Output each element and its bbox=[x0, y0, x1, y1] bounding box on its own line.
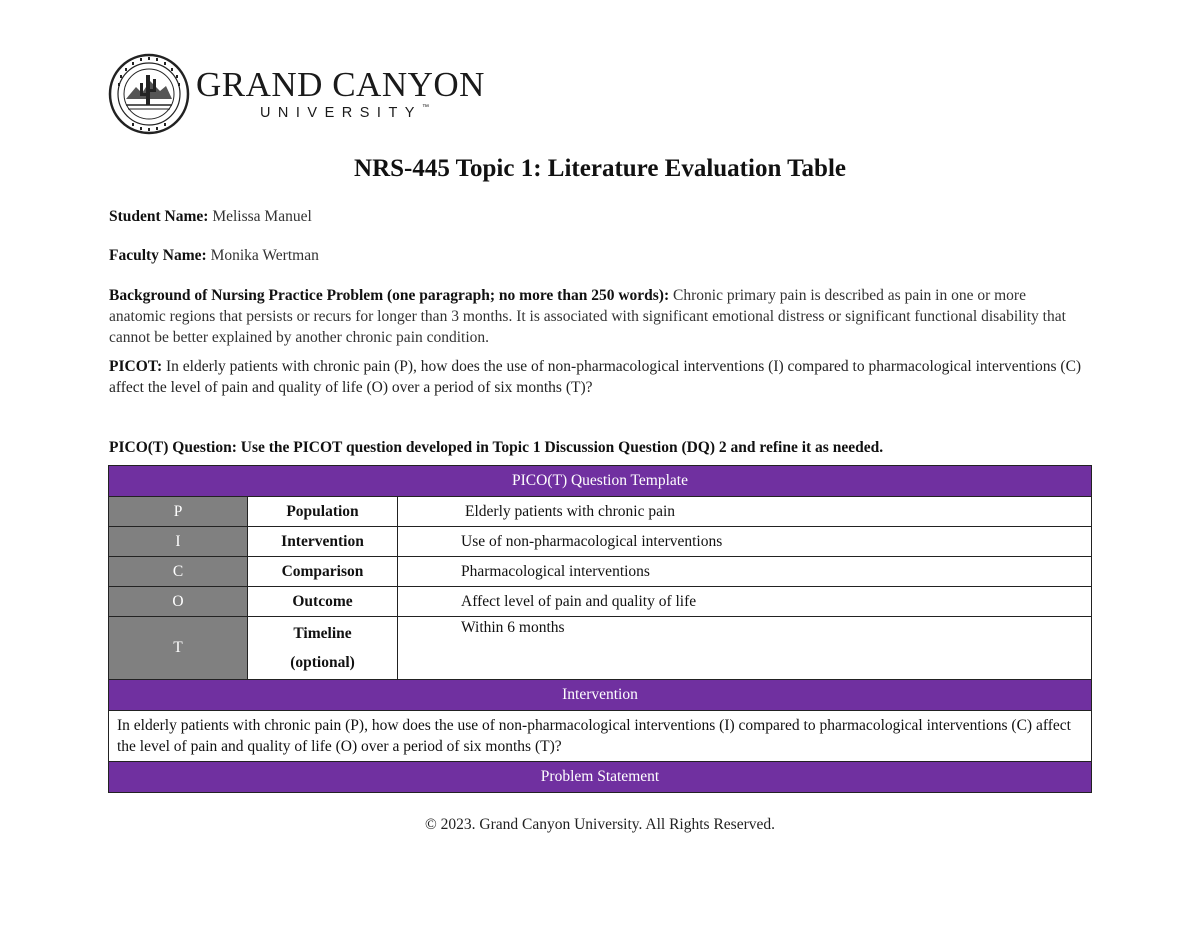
picot-label: PICOT: bbox=[109, 358, 163, 375]
pico-question-heading bbox=[109, 437, 1109, 458]
row-label: Intervention bbox=[248, 527, 398, 557]
table-row bbox=[109, 557, 1092, 587]
student-name-label: Student Name: bbox=[109, 208, 209, 225]
table-row bbox=[109, 527, 1092, 557]
table-row bbox=[109, 587, 1092, 617]
row-label: Outcome bbox=[248, 587, 398, 617]
table-row bbox=[109, 497, 1092, 527]
logo-name-bottom-text: UNIVERSITY bbox=[259, 104, 422, 121]
row-value: Within 6 months bbox=[398, 617, 1092, 680]
copyright-footer: © 2023. Grand Canyon University. All Rights Reserved. bbox=[424, 816, 775, 833]
student-name-value: Melissa Manuel bbox=[212, 208, 312, 225]
row-value: Elderly patients with chronic pain bbox=[398, 497, 1092, 527]
logo-name-bottom bbox=[252, 104, 429, 121]
table-row bbox=[109, 617, 1092, 680]
intervention-header: Intervention bbox=[109, 680, 1092, 711]
pico-question-text: PICO(T) Question: Use the PICOT question developed in Topic 1 Discussion Question (DQ) 2 and refine it as needed. bbox=[109, 439, 884, 456]
table-header: PICO(T) Question Template bbox=[109, 466, 1092, 497]
row-letter: C bbox=[109, 557, 248, 587]
row-value: Pharmacological interventions bbox=[398, 557, 1092, 587]
gcu-seal-icon bbox=[108, 53, 190, 135]
row-letter: T bbox=[109, 617, 248, 680]
background-paragraph bbox=[109, 285, 1084, 348]
pico-template-table bbox=[108, 465, 1092, 793]
row-value: Affect level of pain and quality of life bbox=[398, 587, 1092, 617]
row-value: Use of non-pharmacological interventions bbox=[398, 527, 1092, 557]
logo-trademark: ™ bbox=[421, 103, 429, 111]
row-letter: P bbox=[109, 497, 248, 527]
picot-text: In elderly patients with chronic pain (P), how does the use of non-pharmacological interventions (I) compared to pharmacological interventions (C) affect the level of pain and quality of life (O) over a period of six months (T)? bbox=[109, 358, 1082, 396]
background-text: Chronic primary pain is described as pain in one or more anatomic regions that persists or recurs for longer than 3 months. It is associated with significant emotional distress or significant functional disability that cannot be better explained by another chronic pain condition. bbox=[109, 287, 1066, 346]
student-name-line bbox=[109, 206, 1084, 227]
page-title: NRS-445 Topic 1: Literature Evaluation Table bbox=[354, 155, 846, 182]
row-letter: I bbox=[109, 527, 248, 557]
gcu-logo bbox=[108, 53, 485, 135]
background-label: Background of Nursing Practice Problem (one paragraph; no more than 250 words): bbox=[109, 287, 670, 304]
picot-paragraph bbox=[109, 356, 1084, 398]
row-label: Population bbox=[248, 497, 398, 527]
timeline-label: Timeline bbox=[293, 625, 352, 642]
faculty-name-label: Faculty Name: bbox=[109, 247, 207, 264]
row-label: Comparison bbox=[248, 557, 398, 587]
faculty-name-value: Monika Wertman bbox=[210, 247, 319, 264]
timeline-optional-label: (optional) bbox=[290, 654, 355, 671]
problem-statement-header: Problem Statement bbox=[109, 762, 1092, 793]
logo-name-top: GRAND CANYON bbox=[196, 64, 485, 104]
row-label bbox=[248, 617, 398, 680]
intervention-text: In elderly patients with chronic pain (P), how does the use of non-pharmacological interventions (I) compared to pharmacological interventions (C) affect the level of pain and quality of life (O) over a period of six months (T)? bbox=[109, 711, 1092, 762]
faculty-name-line bbox=[109, 245, 1084, 266]
row-letter: O bbox=[109, 587, 248, 617]
